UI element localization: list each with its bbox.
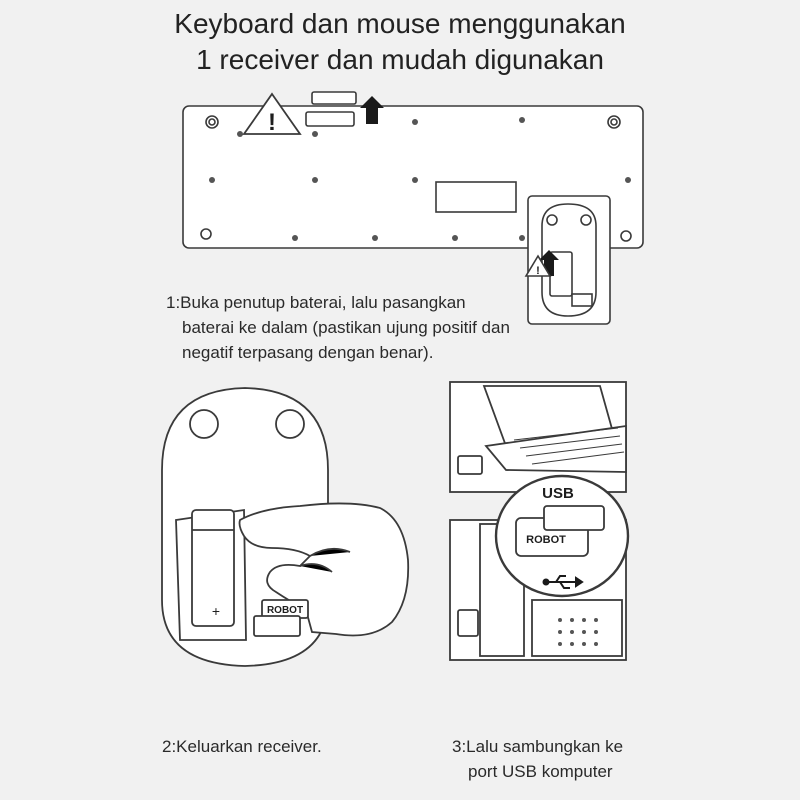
title-line-1: Keyboard dan mouse menggunakan	[174, 8, 626, 39]
svg-text:ROBOT: ROBOT	[526, 534, 566, 546]
svg-text:USB: USB	[542, 485, 574, 502]
step-1-line-1: 1:Buka penutup baterai, lalu pasangkan	[166, 293, 466, 312]
step-2-text	[162, 734, 322, 759]
usb-connection-illustration	[450, 382, 628, 660]
step-1-text	[166, 290, 510, 365]
step-3-line-1: 3:Lalu sambungkan ke	[452, 737, 624, 756]
step-3-text	[452, 734, 623, 784]
svg-text:!: !	[268, 109, 276, 136]
step-2-line-1: 2:Keluarkan receiver.	[162, 737, 322, 756]
step-1-line-2: baterai ke dalam (pastikan ujung positif dan	[182, 318, 510, 337]
title-line-2: 1 receiver dan mudah digunakan	[196, 44, 604, 75]
step-1-line-3: negatif terpasang dengan benar).	[182, 343, 434, 362]
svg-text:ROBOT: ROBOT	[266, 605, 304, 616]
svg-text:+: +	[211, 603, 221, 619]
mouse-underside-small	[526, 196, 610, 324]
mouse-receiver-illustration	[162, 388, 408, 666]
step-3-line-2: port USB komputer	[468, 762, 613, 781]
svg-text:!: !	[536, 265, 540, 277]
